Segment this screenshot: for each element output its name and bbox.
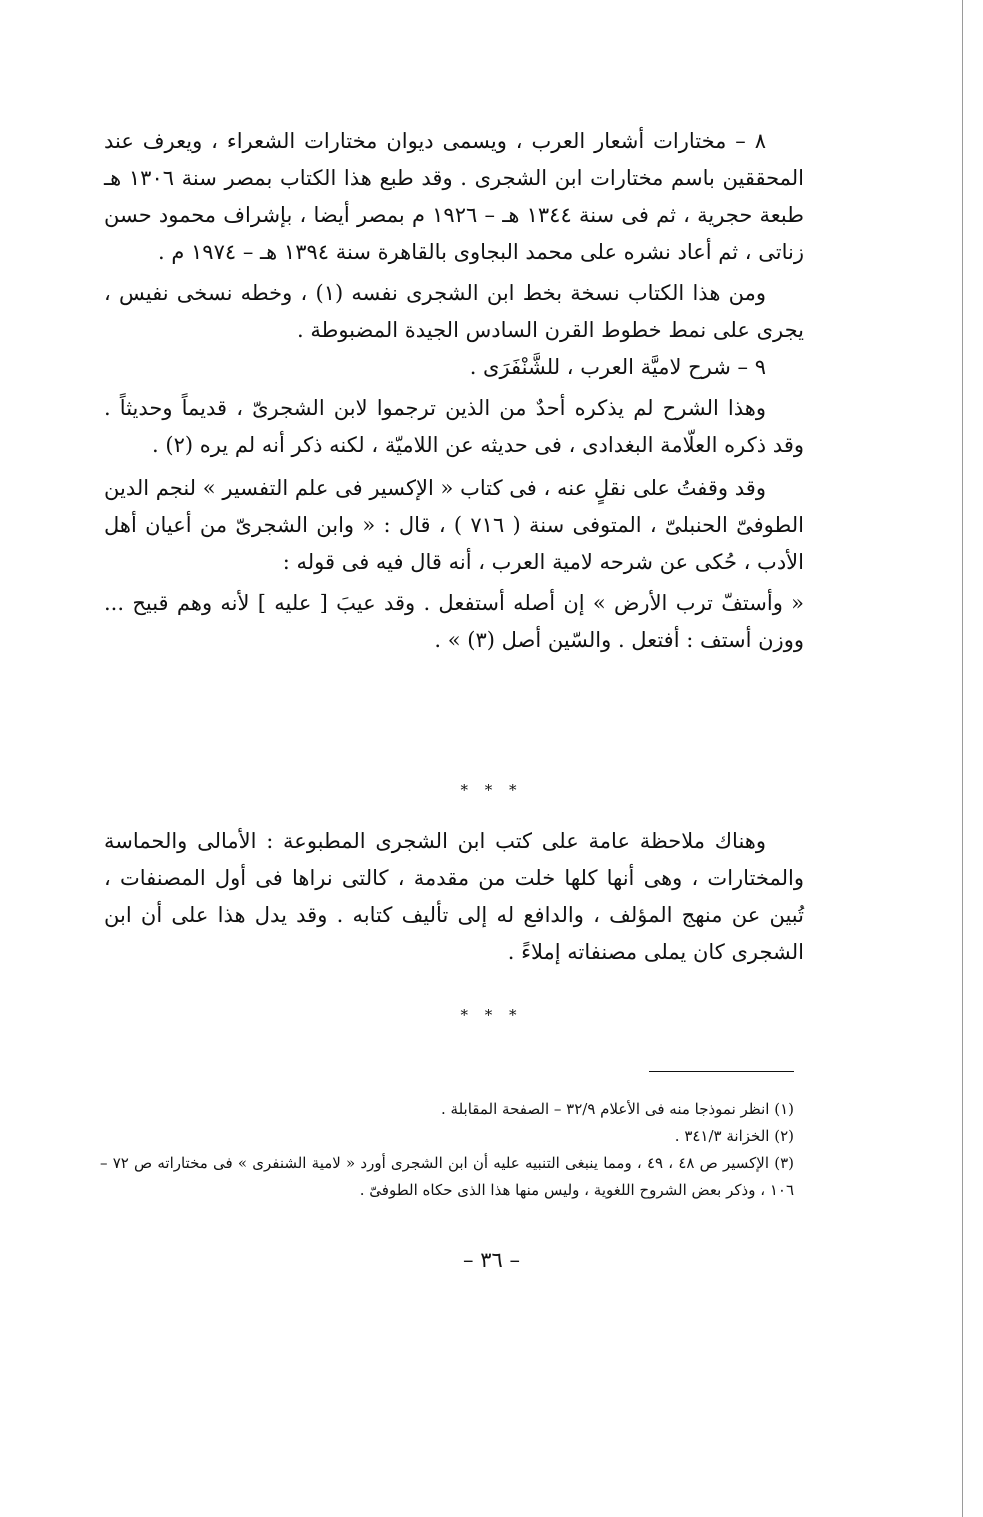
footnotes bbox=[100, 1096, 794, 1204]
footnote-3: (٣) الإكسير ص ٤٨ ، ٤٩ ، ومما ينبغى التنبيه عليه أن ابن الشجرى أورد « لامية الشنفرى » فى مختاراته ص ٧٢ – ١٠٦ ، وذكر بعض الشروح اللغوية ، وليس منها هذا الذى حكاه الطوفىّ . bbox=[100, 1154, 794, 1199]
paragraph-manuscript: ومن هذا الكتاب نسخة بخط ابن الشجرى نفسه (١) ، وخطه نسخى نفيس ، يجرى على نمط خطوط القرن السادس الجيدة المضبوطة . bbox=[104, 281, 804, 342]
main-text-lower bbox=[104, 823, 804, 971]
footnote-rule bbox=[649, 1071, 794, 1072]
paragraph-quote: « وأستفّ ترب الأرض » إن أصله أستفعل . وقد عيبَ [ عليه ] لأنه وهم قبيح ... ووزن أستف : أفتعل . والسّين أصل (٣) » . bbox=[104, 591, 804, 652]
paragraph-iksir: وقد وقفتُ على نقلٍ عنه ، فى كتاب « الإكسير فى علم التفسير » لنجم الدين الطوفىّ الحنبلىّ ، المتوفى سنة ( ٧١٦ ) ، قال : « وابن الشجرىّ من أعيان أهل الأدب ، حُكى عن شرحه لامية العرب ، أنه قال فيه فى قوله : bbox=[104, 476, 804, 574]
section-separator-2: * * * bbox=[460, 1006, 523, 1024]
page-number: – ٣٦ – bbox=[463, 1248, 520, 1272]
footnote-2: (٢) الخزانة ٣٤١/٣ . bbox=[674, 1127, 794, 1145]
main-text-upper bbox=[104, 123, 804, 659]
paragraph-remark: وهناك ملاحظة عامة على كتب ابن الشجرى المطبوعة : الأمالى والحماسة والمختارات ، وهى أنها كلها خلت من مقدمة ، كالتى نراها فى أول المصنفات ، تُبين عن منهج المؤلف ، والدافع له إلى تأليف كتابه . وقد يدل هذا على أن ابن الشجرى كان يملى مصنفاته إملاءً . bbox=[104, 829, 804, 964]
footnote-1: (١) انظر نموذجا منه فى الأعلام ٣٢/٩ – الصفحة المقابلة . bbox=[441, 1100, 794, 1118]
scan-edge-line bbox=[962, 0, 963, 1517]
paragraph-sharh: وهذا الشرح لم يذكره أحدٌ من الذين ترجموا لابن الشجرىّ ، قديماً وحديثاً . وقد ذكره العلّامة البغدادى ، فى حديثه عن اللاميّة ، لكنه ذكر أنه لم يره (٢) . bbox=[104, 396, 804, 457]
section-separator-1: * * * bbox=[460, 781, 523, 799]
paragraph-item-8: ٨ – مختارات أشعار العرب ، ويسمى ديوان مختارات الشعراء ، ويعرف عند المحققين باسم مختارات ابن الشجرى . وقد طبع هذا الكتاب بمصر سنة ١٣٠٦ هـ طبعة حجرية ، ثم فى سنة ١٣٤٤ هـ – ١٩٢٦ م بمصر أيضا ، بإشراف محمود حسن زناتى ، ثم أعاد نشره على محمد البجاوى بالقاهرة سنة ١٣٩٤ هـ – ١٩٧٤ م . bbox=[104, 129, 805, 264]
paragraph-item-9: ٩ – شرح لاميَّة العرب ، للشَّنْفَرَى . bbox=[469, 355, 766, 379]
